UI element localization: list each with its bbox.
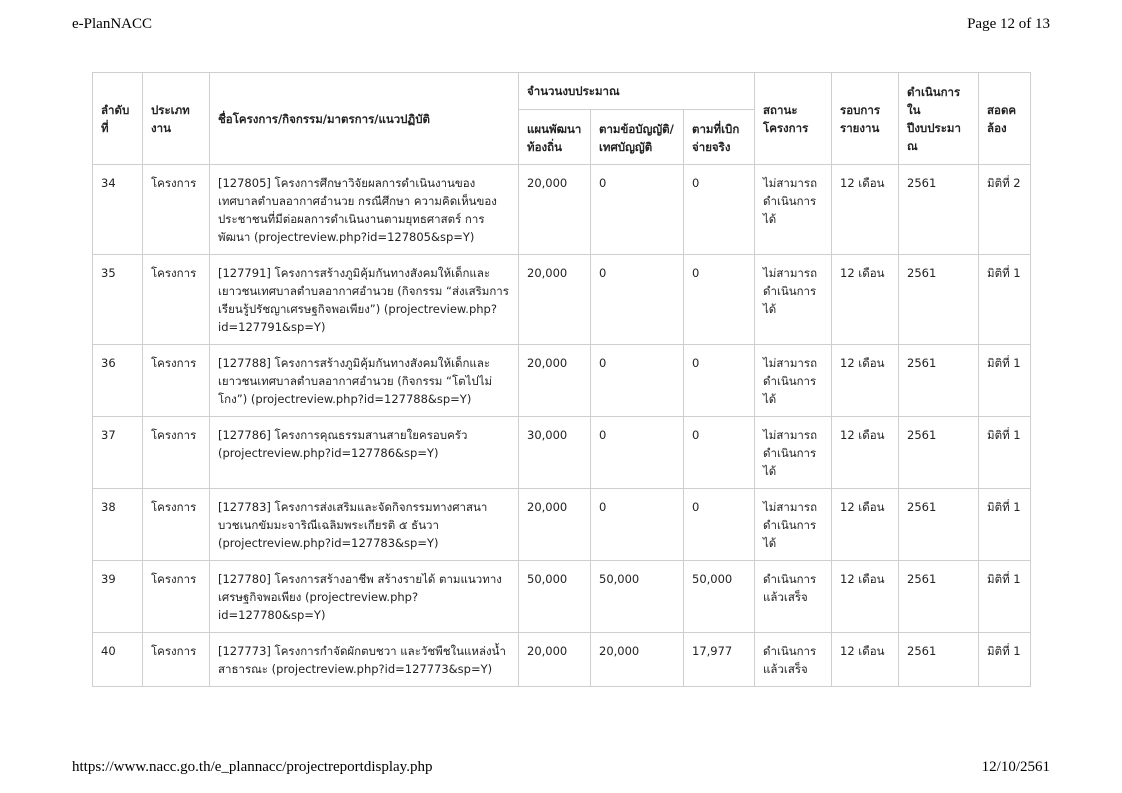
cell-budget-act: 20,000 (591, 633, 684, 687)
page-header-title: e-PlanNACC (72, 16, 152, 32)
cell-status: ไม่สามารถดำเนินการได้ (755, 165, 832, 255)
cell-status: ไม่สามารถดำเนินการได้ (755, 489, 832, 561)
cell-dimension: มิติที่ 2 (979, 165, 1031, 255)
cell-report-round: 12 เดือน (832, 417, 899, 489)
cell-dimension: มิติที่ 1 (979, 345, 1031, 417)
cell-no: 38 (93, 489, 143, 561)
cell-report-round: 12 เดือน (832, 345, 899, 417)
cell-fiscal-year: 2561 (899, 561, 979, 633)
col-header-no: ลำดับที่ (93, 73, 143, 165)
cell-fiscal-year: 2561 (899, 255, 979, 345)
cell-type: โครงการ (143, 165, 210, 255)
col-header-budget-act: ตามข้อบัญญัติ/เทศบัญญัติ (591, 110, 684, 165)
cell-type: โครงการ (143, 633, 210, 687)
cell-type: โครงการ (143, 345, 210, 417)
cell-fiscal-year: 2561 (899, 345, 979, 417)
col-header-budget-local: แผนพัฒนาท้องถิ่น (519, 110, 591, 165)
table-row (93, 489, 1031, 561)
cell-budget-act: 50,000 (591, 561, 684, 633)
cell-no: 37 (93, 417, 143, 489)
cell-type: โครงการ (143, 417, 210, 489)
cell-budget-local: 20,000 (519, 633, 591, 687)
cell-budget-act: 0 (591, 417, 684, 489)
col-header-budget-actual: ตามที่เบิกจ่ายจริง (684, 110, 755, 165)
cell-status: ไม่สามารถดำเนินการได้ (755, 345, 832, 417)
col-header-fiscal-year: ดำเนินการในปีงบประมาณ (899, 73, 979, 165)
table-row (93, 417, 1031, 489)
cell-budget-act: 0 (591, 165, 684, 255)
print-date: 12/10/2561 (981, 759, 1050, 775)
cell-dimension: มิติที่ 1 (979, 417, 1031, 489)
cell-budget-act: 0 (591, 345, 684, 417)
cell-fiscal-year: 2561 (899, 165, 979, 255)
cell-budget-actual: 0 (684, 489, 755, 561)
cell-budget-act: 0 (591, 489, 684, 561)
cell-fiscal-year: 2561 (899, 417, 979, 489)
project-report-table (92, 72, 1031, 687)
cell-no: 35 (93, 255, 143, 345)
cell-report-round: 12 เดือน (832, 561, 899, 633)
cell-project-name[interactable]: [127780] โครงการสร้างอาชีพ สร้างรายได้ ตามแนวทางเศรษฐกิจพอเพียง (projectreview.php?id=127780&sp=Y) (210, 561, 519, 633)
col-header-name: ชื่อโครงการ/กิจกรรม/มาตรการ/แนวปฏิบัติ (210, 73, 519, 165)
cell-dimension: มิติที่ 1 (979, 633, 1031, 687)
cell-budget-local: 20,000 (519, 345, 591, 417)
cell-status: ดำเนินการแล้วเสร็จ (755, 561, 832, 633)
cell-report-round: 12 เดือน (832, 633, 899, 687)
cell-budget-local: 50,000 (519, 561, 591, 633)
cell-budget-local: 30,000 (519, 417, 591, 489)
cell-report-round: 12 เดือน (832, 255, 899, 345)
cell-type: โครงการ (143, 561, 210, 633)
cell-report-round: 12 เดือน (832, 489, 899, 561)
cell-report-round: 12 เดือน (832, 165, 899, 255)
cell-no: 34 (93, 165, 143, 255)
cell-project-name[interactable]: [127788] โครงการสร้างภูมิคุ้มกันทางสังคมให้เด็กและเยาวชนเทศบาลตำบลอากาศอำนวย (กิจกรรม “โตไปไม่โกง”) (projectreview.php?id=127788&sp=Y) (210, 345, 519, 417)
table-row (93, 561, 1031, 633)
col-header-report-round: รอบการรายงาน (832, 73, 899, 165)
cell-budget-actual: 50,000 (684, 561, 755, 633)
cell-project-name[interactable]: [127773] โครงการกำจัดผักตบชวา และวัชพืชในแหล่งน้ำสาธารณะ (projectreview.php?id=127773&sp=Y) (210, 633, 519, 687)
cell-type: โครงการ (143, 489, 210, 561)
cell-project-name[interactable]: [127786] โครงการคุณธรรมสานสายใยครอบครัว (projectreview.php?id=127786&sp=Y) (210, 417, 519, 489)
table-row (93, 255, 1031, 345)
col-header-budget-group: จำนวนงบประมาณ (519, 73, 755, 110)
cell-fiscal-year: 2561 (899, 489, 979, 561)
cell-status: ไม่สามารถดำเนินการได้ (755, 417, 832, 489)
cell-no: 39 (93, 561, 143, 633)
cell-project-name[interactable]: [127783] โครงการส่งเสริมและจัดกิจกรรมทางศาสนา บวชเนกขัมมะจาริณีเฉลิมพระเกียรติ ๕ ธันวา (projectreview.php?id=127783&sp=Y) (210, 489, 519, 561)
cell-no: 36 (93, 345, 143, 417)
cell-budget-actual: 0 (684, 255, 755, 345)
cell-budget-actual: 17,977 (684, 633, 755, 687)
table-row (93, 633, 1031, 687)
cell-dimension: มิติที่ 1 (979, 489, 1031, 561)
cell-status: ดำเนินการแล้วเสร็จ (755, 633, 832, 687)
cell-no: 40 (93, 633, 143, 687)
cell-status: ไม่สามารถดำเนินการได้ (755, 255, 832, 345)
table-row (93, 165, 1031, 255)
cell-budget-actual: 0 (684, 165, 755, 255)
cell-dimension: มิติที่ 1 (979, 255, 1031, 345)
col-header-dimension: สอดคล้อง (979, 73, 1031, 165)
cell-project-name[interactable]: [127791] โครงการสร้างภูมิคุ้มกันทางสังคมให้เด็กและเยาวชนเทศบาลตำบลอากาศอำนวย (กิจกรรม “ส่งเสริมการเรียนรู้ปรัชญาเศรษฐกิจพอเพียง”) (projectreview.php?id=127791&sp=Y) (210, 255, 519, 345)
page-number: Page 12 of 13 (967, 16, 1050, 32)
cell-dimension: มิติที่ 1 (979, 561, 1031, 633)
cell-fiscal-year: 2561 (899, 633, 979, 687)
cell-budget-local: 20,000 (519, 255, 591, 345)
cell-budget-actual: 0 (684, 417, 755, 489)
table-row (93, 345, 1031, 417)
col-header-status: สถานะโครงการ (755, 73, 832, 165)
cell-budget-act: 0 (591, 255, 684, 345)
cell-type: โครงการ (143, 255, 210, 345)
page-url: https://www.nacc.go.th/e_plannacc/projectreportdisplay.php (72, 759, 433, 775)
cell-project-name[interactable]: [127805] โครงการศึกษาวิจัยผลการดำเนินงานของเทศบาลตำบลอากาศอำนวย กรณีศึกษา ความคิดเห็นของประชาชนที่มีต่อผลการดำเนินงานตามยุทธศาสตร์ การพัฒนา (projectreview.php?id=127805&sp=Y) (210, 165, 519, 255)
cell-budget-local: 20,000 (519, 165, 591, 255)
col-header-type: ประเภทงาน (143, 73, 210, 165)
cell-budget-actual: 0 (684, 345, 755, 417)
cell-budget-local: 20,000 (519, 489, 591, 561)
